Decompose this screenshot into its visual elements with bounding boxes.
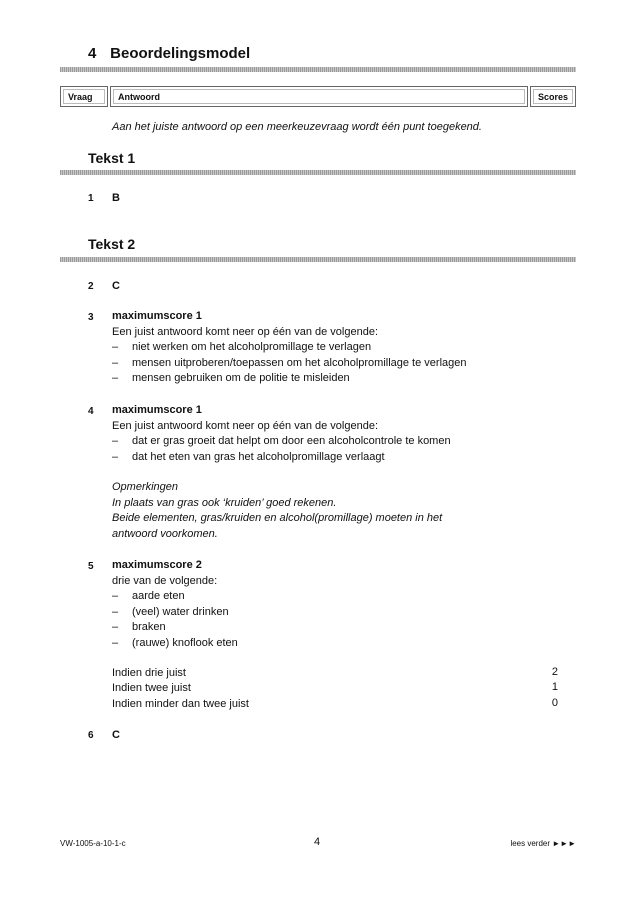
chapter-number: 4: [88, 45, 97, 62]
answer-1: B: [112, 192, 120, 204]
remark-line: Beide elementen, gras/kruiden en alcohol(promillage) moeten in het: [112, 512, 443, 524]
instruction-note: Aan het juiste antwoord op een meerkeuzevraag wordt één punt toegekend.: [112, 121, 482, 133]
column-header-vraag-label: Vraag: [68, 92, 93, 102]
remark-line: antwoord voorkomen.: [112, 527, 218, 540]
max-score-label: maximumscore 1: [112, 404, 202, 416]
column-header-scores: [530, 86, 576, 107]
list-item: – braken: [112, 621, 166, 633]
scoring-row: Indien minder dan twee juist: [112, 698, 249, 710]
answer-intro: Een juist antwoord komt neer op één van de volgende:: [112, 325, 379, 338]
continue-label: lees verder ►►►: [510, 839, 576, 848]
column-header-vraag: [60, 86, 108, 107]
remarks-title: Opmerkingen: [112, 481, 179, 493]
list-item: – (veel) water drinken: [112, 605, 229, 618]
divider: [60, 170, 576, 175]
question-number-4: 4: [88, 406, 94, 417]
divider: [60, 67, 576, 72]
document-code: VW-1005-a-10-1-c: [60, 839, 126, 848]
list-item: – mensen gebruiken om de politie te misleiden: [112, 372, 350, 384]
section-title-tekst-1: Tekst 1: [88, 150, 136, 166]
question-3-block: [112, 309, 467, 387]
list-item: – mensen uitproberen/toepassen om het alcoholpromillage te verlagen: [112, 356, 467, 369]
answer-6: C: [112, 729, 120, 741]
page-title: [88, 45, 250, 62]
answer-intro: drie van de volgende:: [112, 574, 218, 587]
column-header-antwoord-label: Antwoord: [118, 92, 160, 102]
scoring-row: Indien twee juist: [112, 682, 191, 694]
scoring-points: 1: [551, 681, 558, 693]
question-number-5: 5: [88, 561, 94, 572]
answer-2: C: [112, 280, 120, 292]
list-item: – aarde eten: [112, 590, 185, 602]
question-number-3: 3: [88, 312, 94, 323]
list-item: – (rauwe) knoflook eten: [112, 636, 238, 649]
question-5-block: [112, 558, 238, 651]
scoring-points: 0: [551, 697, 558, 709]
column-header-antwoord: [110, 86, 528, 107]
divider: [60, 257, 576, 262]
remarks-block: [112, 480, 442, 542]
list-item: – niet werken om het alcoholpromillage te verlagen: [112, 341, 372, 353]
scoring-points: 2: [551, 666, 558, 678]
max-score-label: maximumscore 2: [112, 559, 202, 571]
question-number-6: 6: [88, 730, 94, 741]
question-4-block: [112, 403, 451, 465]
page-number: 4: [314, 836, 321, 848]
chapter-title: Beoordelingsmodel: [110, 45, 251, 62]
section-title-tekst-2: Tekst 2: [88, 236, 136, 252]
max-score-label: maximumscore 1: [112, 310, 202, 322]
remark-line: In plaats van gras ook ‘kruiden’ goed rekenen.: [112, 496, 337, 509]
answer-intro: Een juist antwoord komt neer op één van de volgende:: [112, 419, 379, 432]
column-header-scores-label: Scores: [538, 92, 569, 102]
list-item: – dat er gras groeit dat helpt om door een alcoholcontrole te komen: [112, 435, 451, 447]
question-number-2: 2: [88, 281, 94, 292]
scoring-row: Indien drie juist: [112, 667, 186, 679]
list-item: – dat het eten van gras het alcoholpromillage verlaagt: [112, 450, 385, 463]
question-number-1: 1: [88, 193, 94, 204]
